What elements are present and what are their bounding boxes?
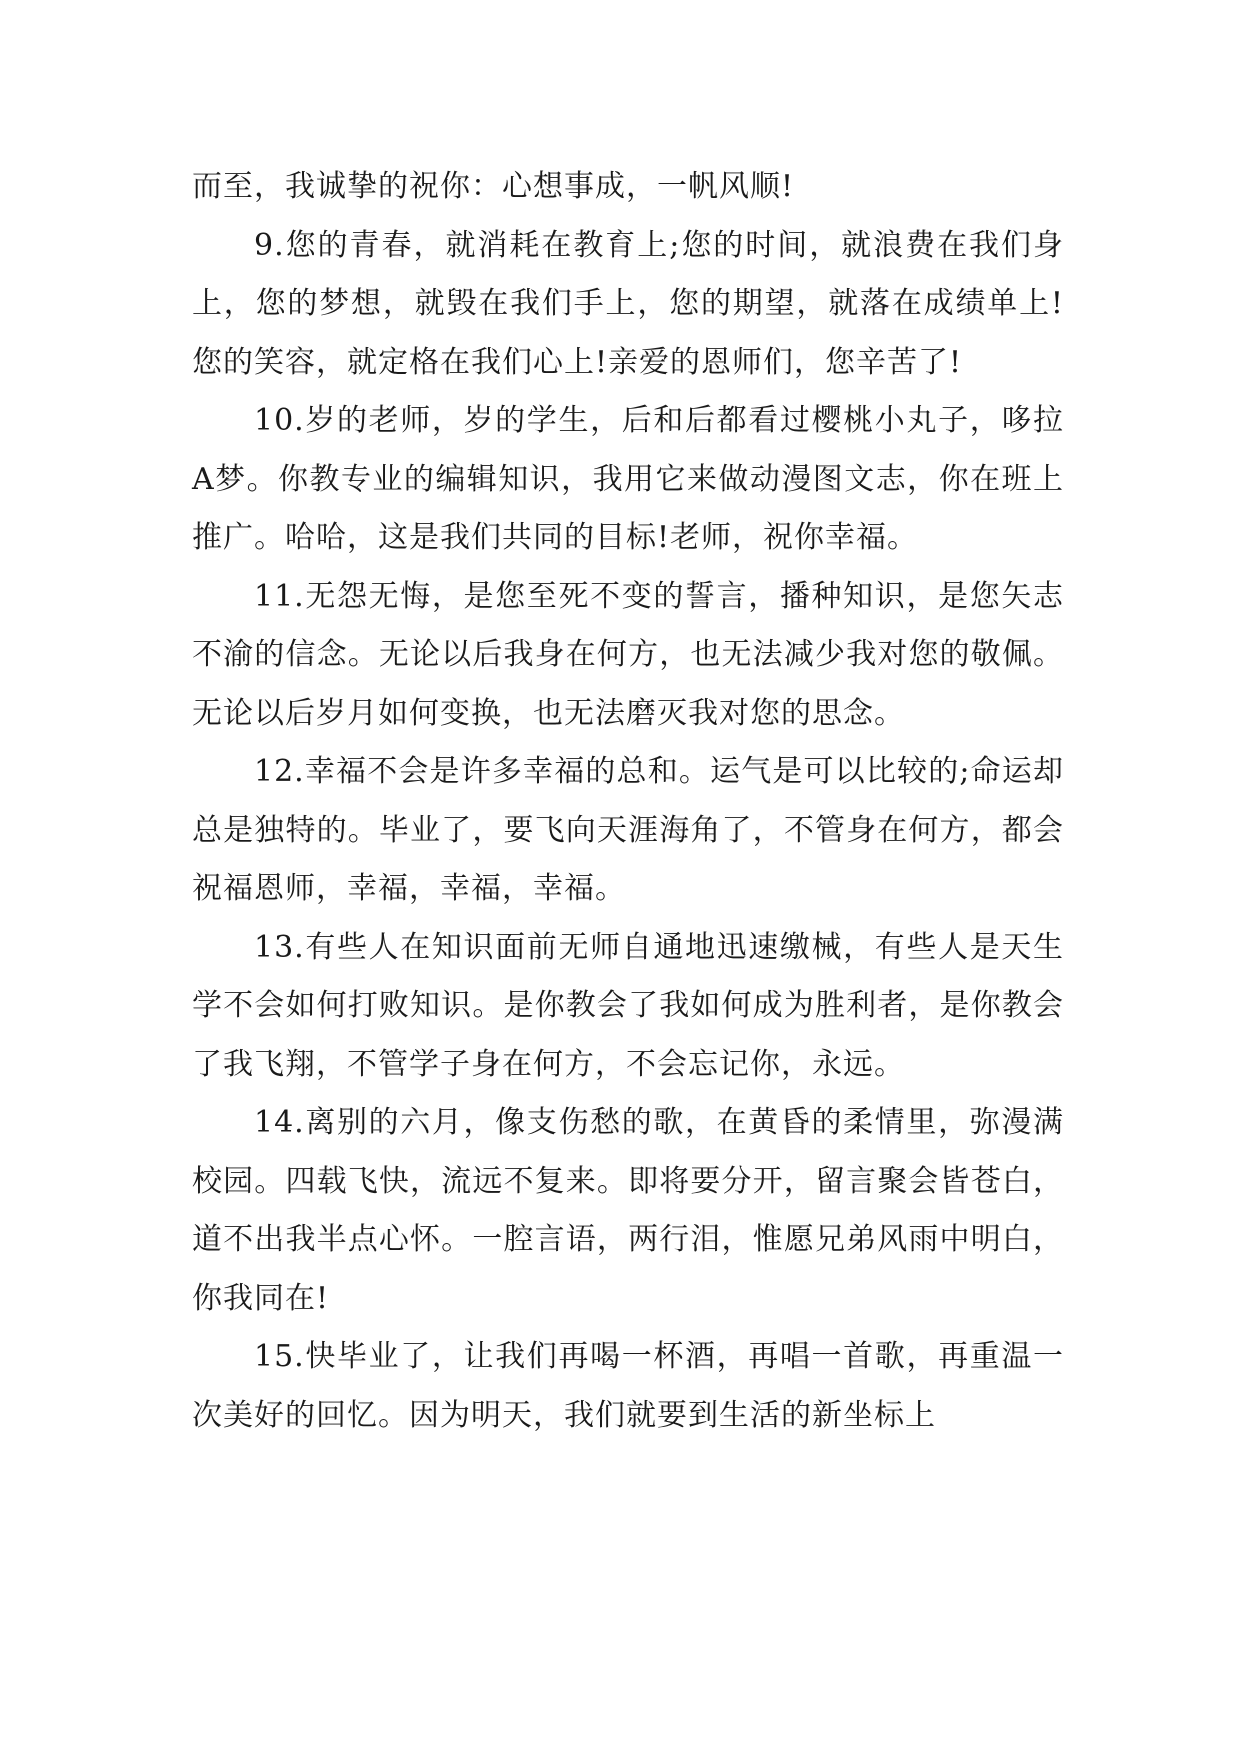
document-body <box>192 158 1064 1445</box>
paragraph-item-15: 15.快毕业了，让我们再喝一杯酒，再唱一首歌，再重温一次美好的回忆。因为明天，我们就要到生活的新坐标上 <box>192 1339 1064 1433</box>
paragraph-item-14: 14.离别的六月，像支伤愁的歌，在黄昏的柔情里，弥漫满校园。四载飞快，流远不复来。即将要分开，留言聚会皆苍白，道不出我半点心怀。一腔言语，两行泪，惟愿兄弟风雨中明白，你我同在! <box>192 1105 1064 1316</box>
paragraph-item-12: 12.幸福不会是许多幸福的总和。运气是可以比较的;命运却总是独特的。毕业了，要飞向天涯海角了，不管身在何方，都会祝福恩师，幸福，幸福，幸福。 <box>192 754 1064 906</box>
paragraph-item-13: 13.有些人在知识面前无师自通地迅速缴械，有些人是天生学不会如何打败知识。是你教会了我如何成为胜利者，是你教会了我飞翔，不管学子身在何方，不会忘记你，永远。 <box>192 929 1064 1082</box>
paragraph-item-11: 11.无怨无悔，是您至死不变的誓言，播种知识，是您矢志不渝的信念。无论以后我身在何方，也无法减少我对您的敬佩。无论以后岁月如何变换，也无法磨灭我对您的思念。 <box>192 578 1064 731</box>
paragraph-continuation: 而至，我诚挚的祝你：心想事成，一帆风顺! <box>192 169 795 204</box>
paragraph-item-9: 9.您的青春，就消耗在教育上;您的时间，就浪费在我们身上，您的梦想，就毁在我们手上，您的期望，就落在成绩单上!您的笑容，就定格在我们心上!亲爱的恩师们，您辛苦了! <box>192 227 1064 380</box>
paragraph-item-10: 10.岁的老师，岁的学生，后和后都看过樱桃小丸子，哆拉A梦。你教专业的编辑知识，我用它来做动漫图文志，你在班上推广。哈哈，这是我们共同的目标!老师，祝你幸福。 <box>192 403 1064 555</box>
